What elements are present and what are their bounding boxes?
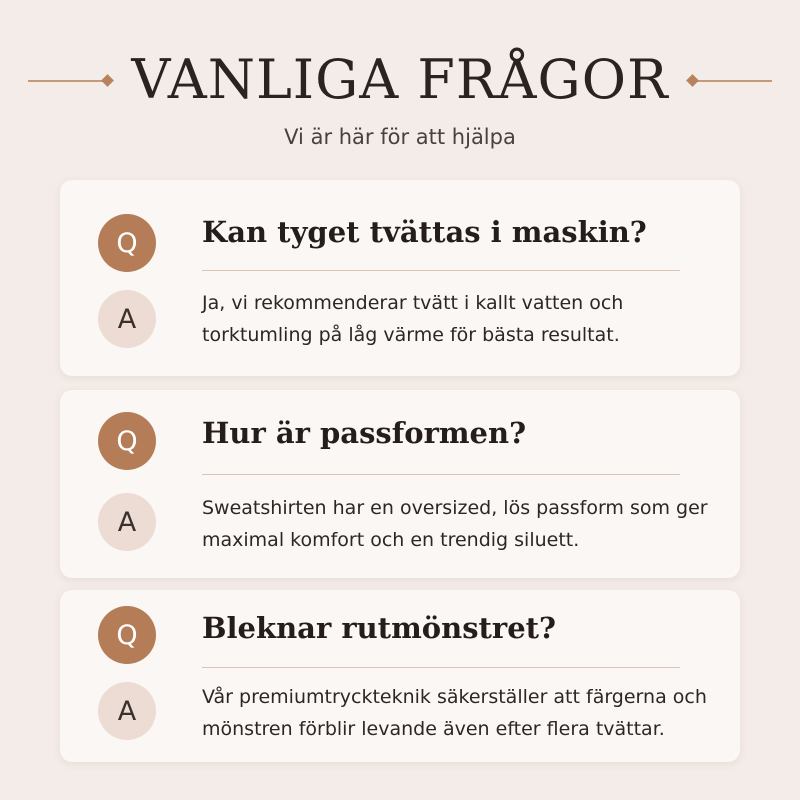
- divider: [202, 667, 680, 668]
- faq-card: [60, 590, 740, 762]
- faq-question: Bleknar rutmönstret?: [202, 611, 557, 645]
- faq-answer: Ja, vi rekommenderar tvätt i kallt vatten och torktumling på låg värme för bästa resultat.: [202, 292, 624, 346]
- page-title: VANLIGA FRÅGOR: [131, 48, 669, 111]
- answer-badge: A: [98, 493, 156, 551]
- divider: [202, 270, 680, 271]
- answer-badge: A: [98, 290, 156, 348]
- question-badge: Q: [98, 214, 156, 272]
- answer-badge: A: [98, 682, 156, 740]
- page-subtitle: Vi är här för att hjälpa: [284, 125, 516, 149]
- faq-card: [60, 180, 740, 376]
- faq-card: [60, 390, 740, 578]
- page-header: [0, 40, 800, 120]
- faq-answer: Vår premiumtryckteknik säkerställer att färgerna och mönstren förblir levande även efter flera tvättar.: [202, 686, 707, 740]
- faq-answer: Sweatshirten har en oversized, lös passform som ger maximal komfort och en trendig siluett.: [202, 497, 708, 551]
- faq-question: Hur är passformen?: [202, 416, 527, 450]
- question-badge: Q: [98, 412, 156, 470]
- divider: [202, 474, 680, 475]
- left-ornament: [28, 80, 108, 82]
- question-badge: Q: [98, 606, 156, 664]
- faq-question: Kan tyget tvättas i maskin?: [202, 215, 647, 249]
- right-ornament: [692, 80, 772, 82]
